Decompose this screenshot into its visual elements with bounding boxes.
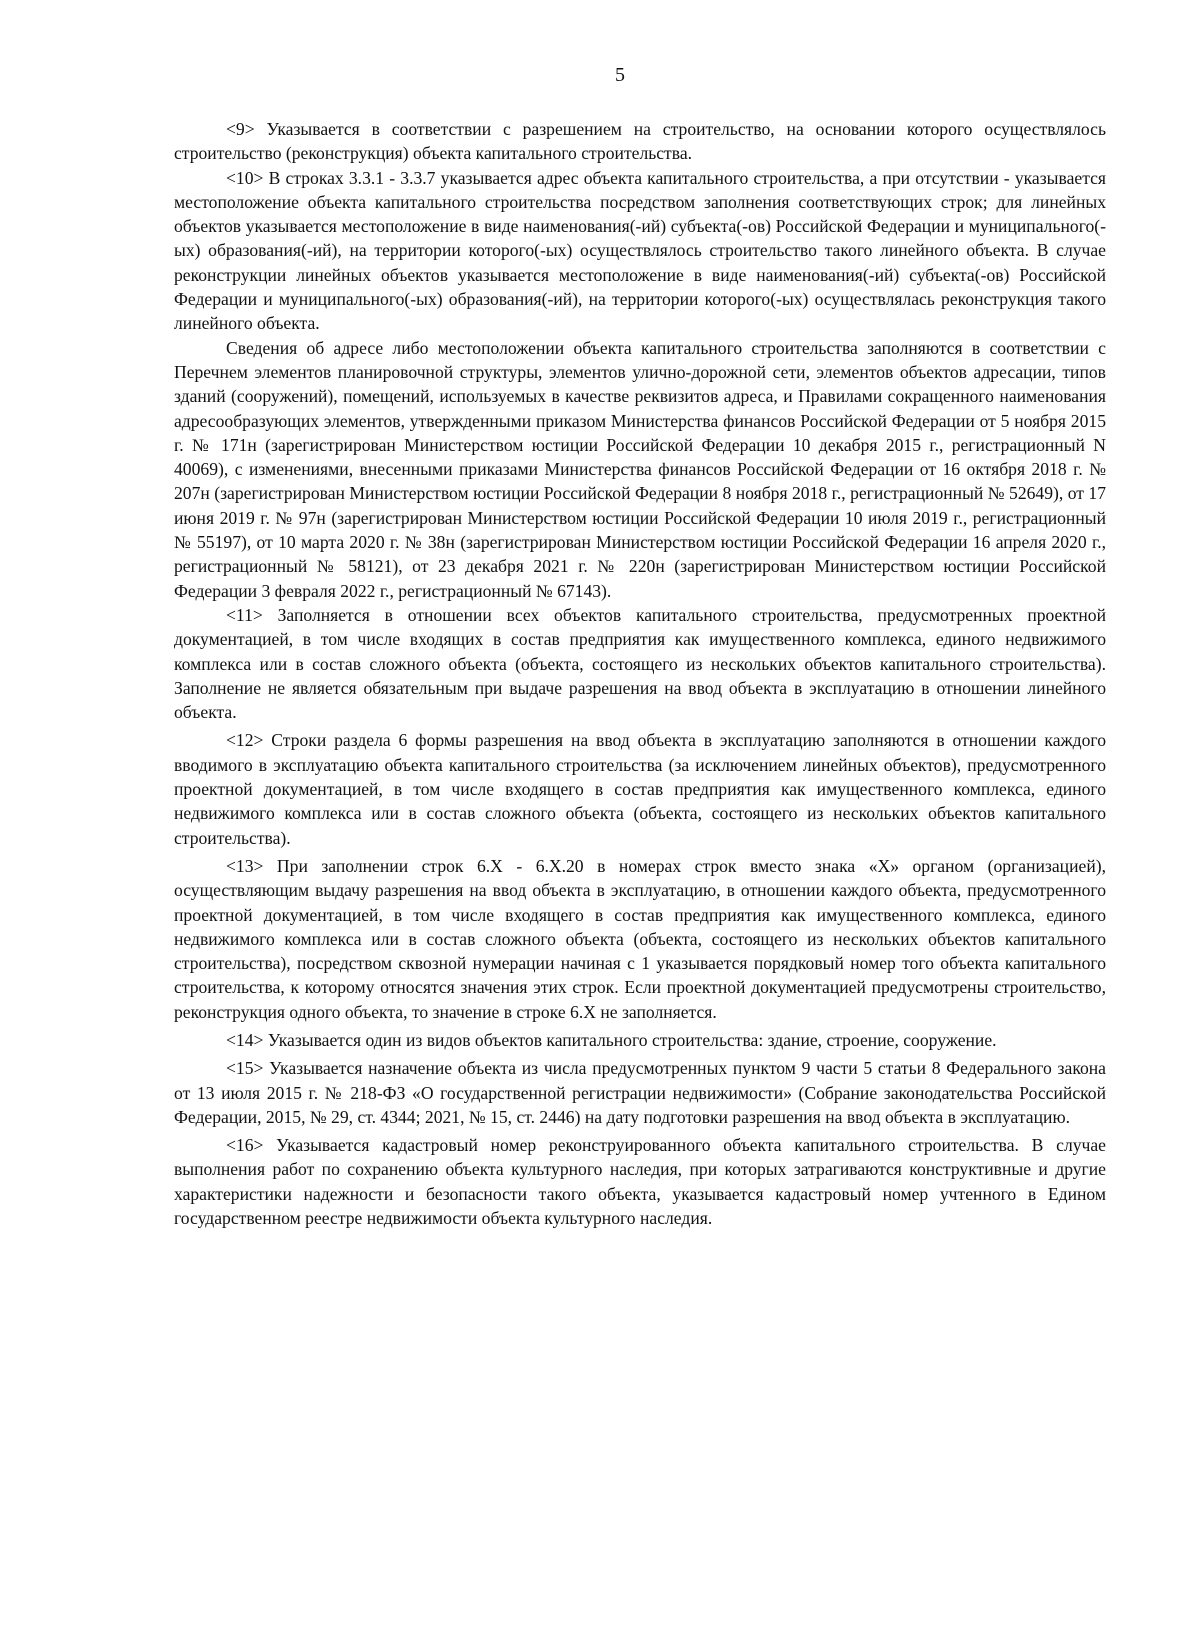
note-12-paragraph: <12> Строки раздела 6 формы разрешения на ввод объекта в эксплуатацию заполняются в отношении каждого вводимого в эксплуатацию объекта капитального строительства (за исключением линейных объектов), предусмотренного проектной документацией, в том числе входящего в состав предприятия как имущественного комплекса, единого недвижимого комплекса или в состав сложного объекта (объекта, состоящего из нескольких объектов капитального строительства). <box>174 730 1106 848</box>
note-16-paragraph: <16> Указывается кадастровый номер реконструированного объекта капитального строительства. В случае выполнения работ по сохранению объекта культурного наследия, при которых затрагиваются конструктивные и другие характеристики надежности и безопасности такого объекта, указывается кадастровый номер учтенного в Едином государственном реестре недвижимости объекта культурного наследия. <box>174 1135 1106 1229</box>
note-11-paragraph: <11> Заполняется в отношении всех объектов капитального строительства, предусмотренных проектной документацией, в том числе входящих в состав предприятия как имущественного комплекса, единого недвижимого комплекса или в состав сложного объекта (объекта, состоящего из нескольких объектов капитального строительства). Заполнение не является обязательным при выдаче разрешения на ввод объекта в эксплуатацию в отношении линейного объекта. <box>174 604 1106 723</box>
note-13-paragraph: <13> При заполнении строк 6.Х - 6.Х.20 в номерах строк вместо знака «Х» органом (организацией), осуществляющим выдачу разрешения на ввод объекта в эксплуатацию, в отношении каждого объекта, предусмотренного проектной документацией, в том числе входящего в состав предприятия как имущественного комплекса, единого недвижимого комплекса или в состав сложного объекта (объекта, состоящего из нескольких объектов капитального строительства), посредством сквозной нумерации начиная с 1 указывается порядковый номер того объекта капитального строительства, к которому относятся значения этих строк. Если проектной документацией предусмотрены строительство, реконструкция одного объекта, то значение в строке 6.Х не заполняется. <box>174 855 1106 1022</box>
document-body <box>174 117 1106 1230</box>
note-10-paragraph: <10> В строках 3.3.1 - 3.3.7 указывается адрес объекта капитального строительства, а при отсутствии - указывается местоположение объекта капитального строительства посредством заполнения соответствующих строк; для линейных объектов указывается местоположение в виде наименования(-ий) субъекта(-ов) Российской Федерации и муниципального(-ых) образования(-ий), на территории которого(-ых) осуществлялось строительство такого линейного объекта. В случае реконструкции линейных объектов указывается местоположение в виде наименования(-ий) субъекта(-ов) Российской Федерации и муниципального(-ых) образования(-ий), на территории которого(-ых) осуществлялась реконструкция такого линейного объекта. <box>174 167 1106 334</box>
note-9-paragraph: <9> Указывается в соответствии с разрешением на строительство, на основании которого осуществлялось строительство (реконструкция) объекта капитального строительства. <box>174 119 1106 164</box>
page-number: 5 <box>615 64 625 86</box>
note-14-paragraph: <14> Указывается один из видов объектов капитального строительства: здание, строение, сооружение. <box>226 1029 997 1050</box>
note-15-paragraph: <15> Указывается назначение объекта из числа предусмотренных пунктом 9 части 5 статьи 8 Федерального закона от 13 июля 2015 г. № 218-ФЗ «О государственной регистрации недвижимости» (Собрание законодательства Российской Федерации, 2015, № 29, ст. 4344; 2021, № 15, ст. 2446) на дату подготовки разрешения на ввод объекта в эксплуатацию. <box>174 1058 1106 1127</box>
address-info-paragraph: Сведения об адресе либо местоположении объекта капитального строительства заполняются в соответствии с Перечнем элементов планировочной структуры, элементов улично-дорожной сети, элементов объектов адресации, типов зданий (сооружений), помещений, используемых в качестве реквизитов адреса, и Правилами сокращенного наименования адресообразующих элементов, утвержденными приказом Министерства финансов Российской Федерации от 5 ноября 2015 г. № 171н (зарегистрирован Министерством юстиции Российской Федерации 10 декабря 2015 г., регистрационный N 40069), с изменениями, внесенными приказами Министерства финансов Российской Федерации от 16 октября 2018 г. № 207н (зарегистрирован Министерством юстиции Российской Федерации 8 ноября 2018 г., регистрационный № 52649), от 17 июня 2019 г. № 97н (зарегистрирован Министерством юстиции Российской Федерации 10 июля 2019 г., регистрационный № 55197), от 10 марта 2020 г. № 38н (зарегистрирован Министерством юстиции Российской Федерации 16 апреля 2020 г., регистрационный № 58121), от 23 декабря 2021 г. № 220н (зарегистрирован Министерством юстиции Российской Федерации 3 февраля 2022 г., регистрационный № 67143). <box>174 337 1106 601</box>
